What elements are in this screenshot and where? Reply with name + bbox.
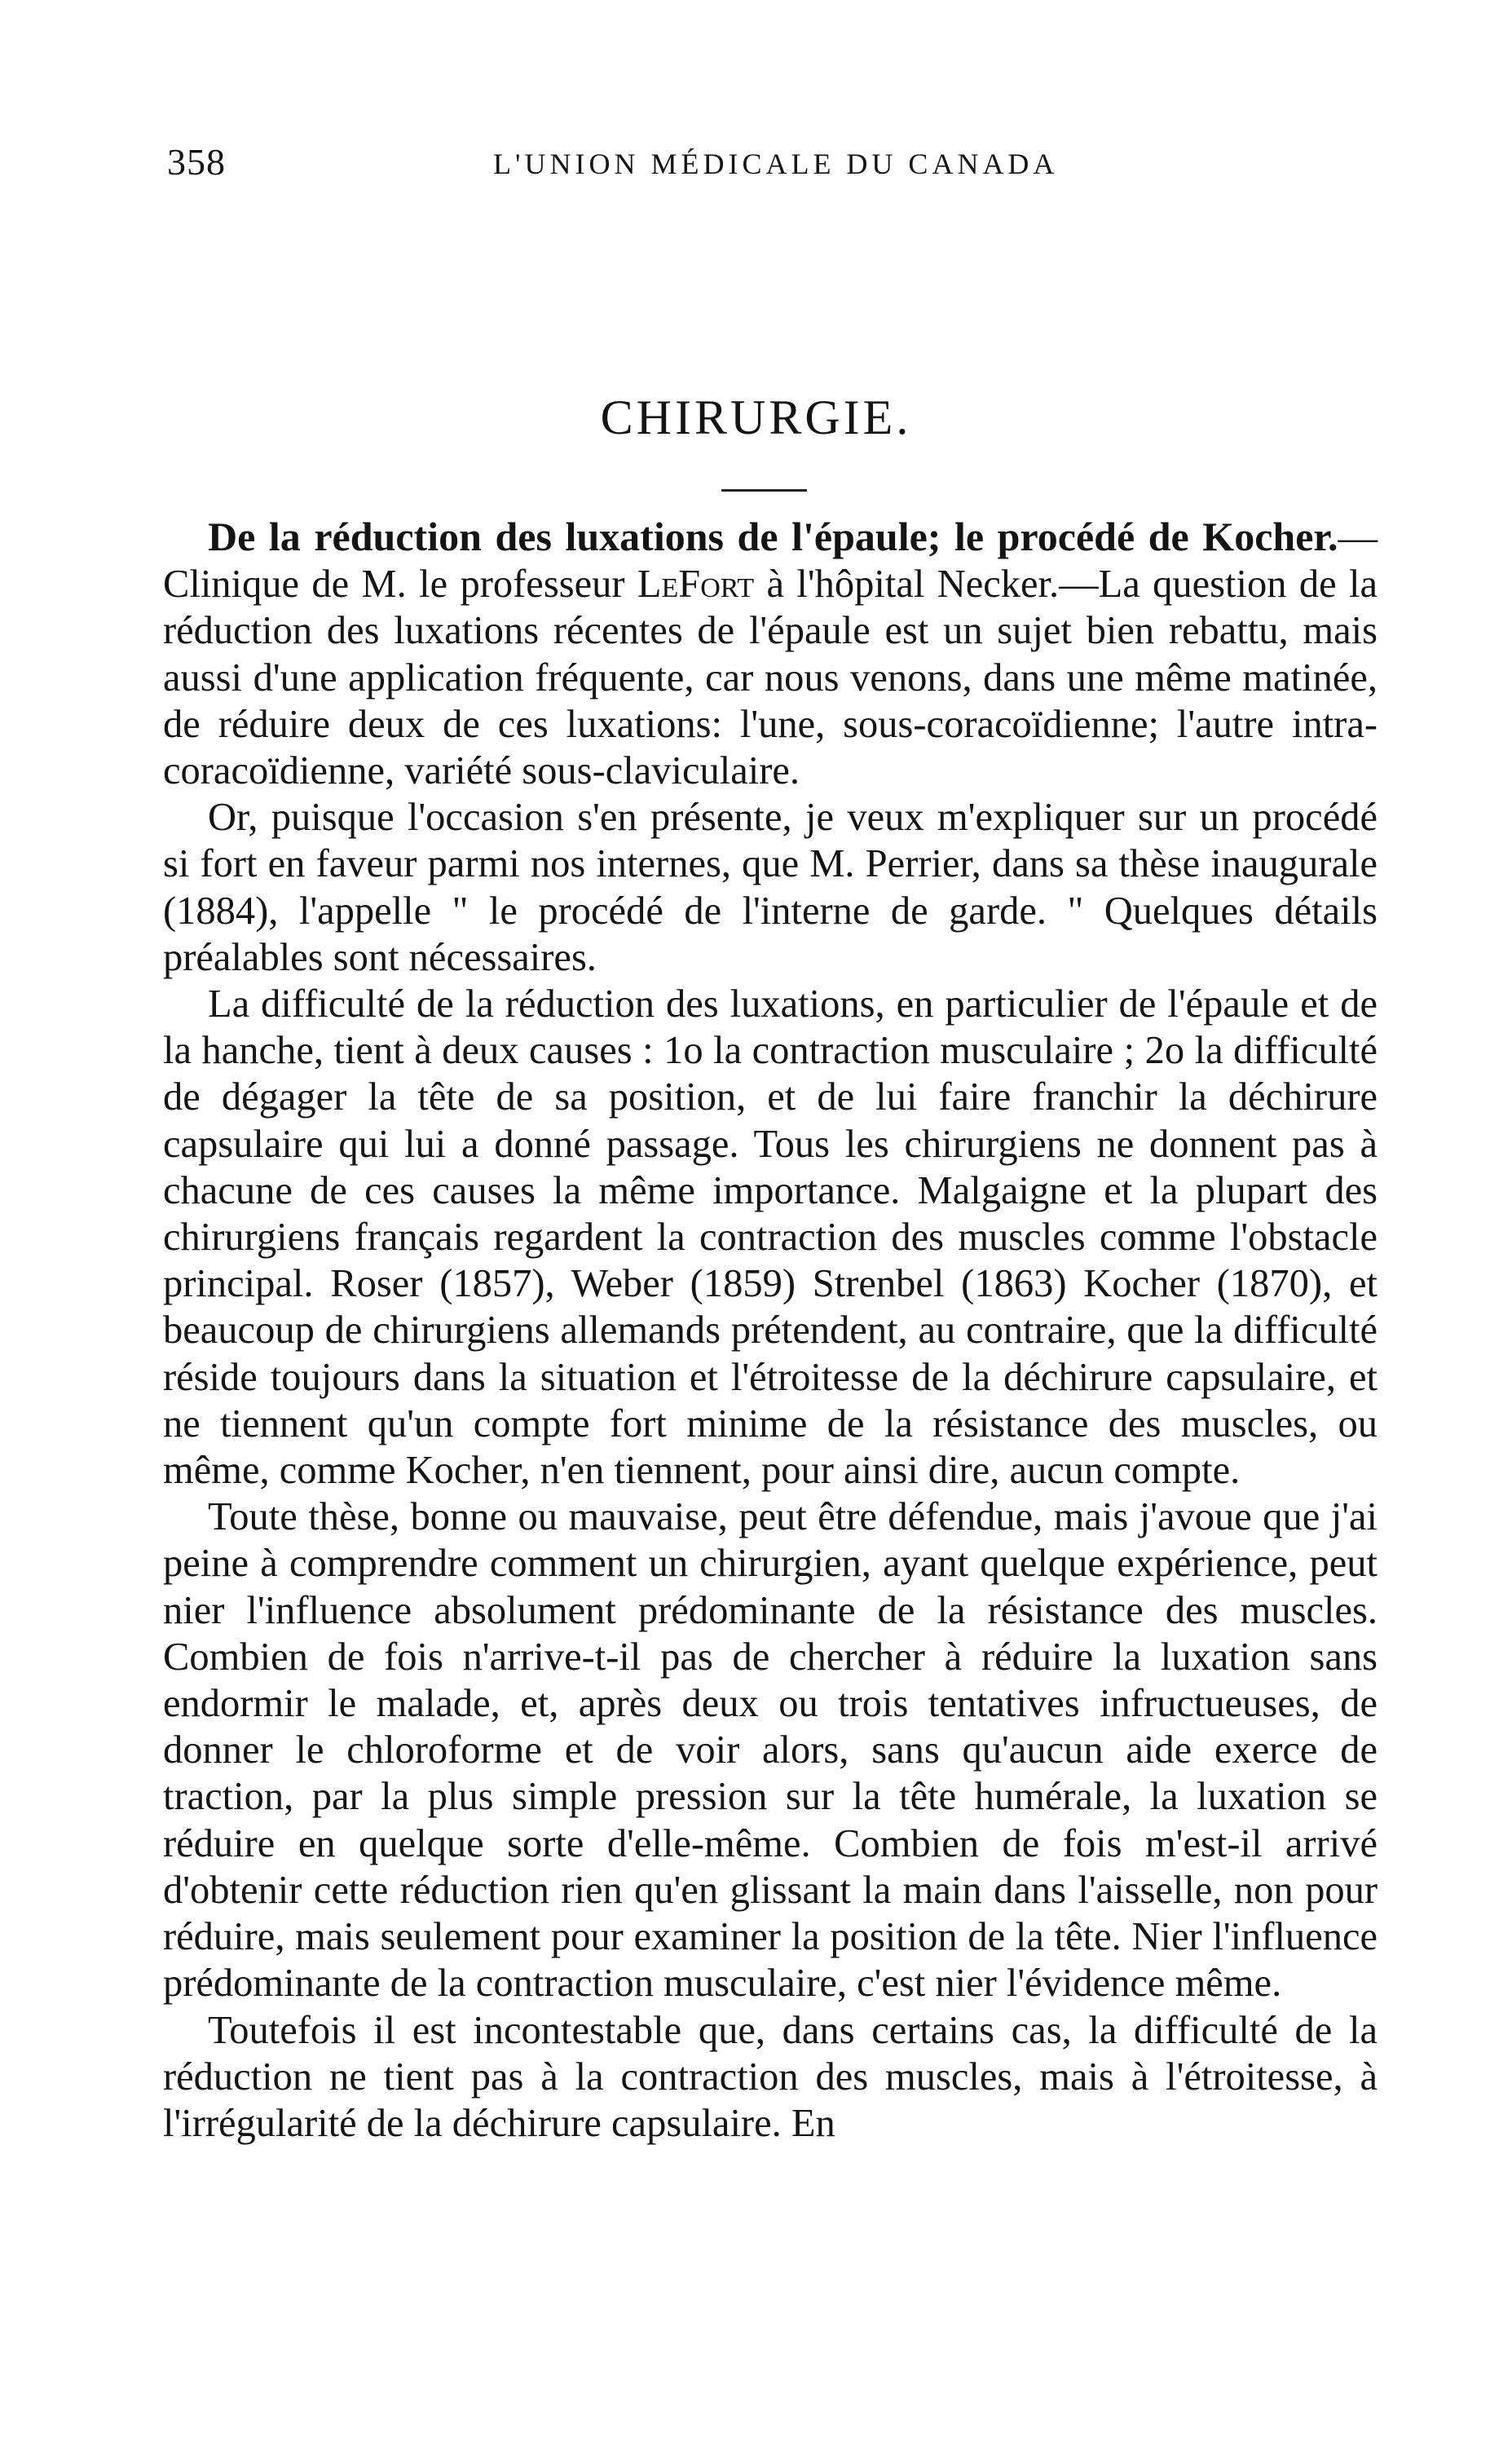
page-number: 358	[167, 141, 226, 183]
paragraph: La difficulté de la réduction des luxations, en particulier de l'épaule et de la hanche, tient à deux causes : 1o la contraction musculaire ; 2o la difficulté de dégager la tête de sa position, et de lui faire franchir la déchirure capsulaire qui lui a donné passage. Tous les chirurgiens ne donnent pas à chacune de ces causes la même importance. Malgaigne et la plupart des chirurgiens français regardent la contraction des muscles comme l'obstacle principal. Roser (1857), Weber (1859) Strenbel (1863) Kocher (1870), et beaucoup de chirurgiens allemands prétendent, au contraire, que la difficulté réside toujours dans la situation et l'étroitesse de la déchirure capsulaire, et ne tiennent qu'un compte fort minime de la résistance des muscles, ou même, comme Kocher, n'en tiennent, pour ainsi dire, aucun compte.	[163, 982, 1378, 1493]
running-head	[167, 140, 1373, 189]
article-intro	[163, 514, 1378, 794]
article-body	[163, 514, 1378, 2147]
professor-name: LeFort	[637, 563, 755, 607]
intro-part-b: à l'hôpital Necker.—La question de la réduction des luxations récentes de l'épaule est un sujet bien rebattu, mais aussi d'une application fréquente, car nous venons, dans une même matinée, de réduire deux de ces luxations: l'une, sous-coracoïdienne; l'autre intra-coracoïdienne, variété sous-claviculaire.	[163, 563, 1378, 793]
paragraph: Toute thèse, bonne ou mauvaise, peut être défendue, mais j'avoue que j'ai peine à comprendre comment un chirurgien, ayant quelque expérience, peut nier l'influence absolument prédominante de la résistance des muscles. Combien de fois n'arrive-t-il pas de chercher à réduire la luxation sans endormir le malade, et, après deux ou trois tentatives infructueuses, de donner le chloroforme et de voir alors, sans qu'aucun aide exerce de traction, par la plus simple pression sur la tête humérale, la luxation se réduire en quelque sorte d'elle-même. Combien de fois m'est-il arrivé d'obtenir cette réduction rien qu'en glissant la main dans l'aisselle, non pour réduire, mais seulement pour examiner la position de la tête. Nier l'influence prédominante de la contraction musculaire, c'est nier l'évidence même.	[163, 1495, 1378, 2006]
section-title: CHIRURGIE.	[600, 391, 912, 444]
paragraph: Toutefois il est incontestable que, dans certains cas, la difficulté de la réduction ne tient pas à la contraction des muscles, mais à l'étroitesse, à l'irrégularité de la déchirure capsulaire. En	[163, 2008, 1378, 2145]
intro-part-a: —Clinique de M. le professeur	[163, 516, 1378, 607]
paragraph: Or, puisque l'occasion s'en présente, je veux m'expliquer sur un procédé si fort en faveur parmi nos internes, que M. Perrier, dans sa thèse inaugurale (1884), l'appelle " le procédé de l'interne de garde. " Quelques détails préalables sont nécessaires.	[163, 796, 1378, 979]
title-rule	[721, 489, 807, 492]
article-headline: De la réduction des luxations de l'épaule; le procédé de Kocher.	[208, 514, 1338, 559]
journal-title: L'UNION MÉDICALE DU CANADA	[493, 148, 1059, 180]
